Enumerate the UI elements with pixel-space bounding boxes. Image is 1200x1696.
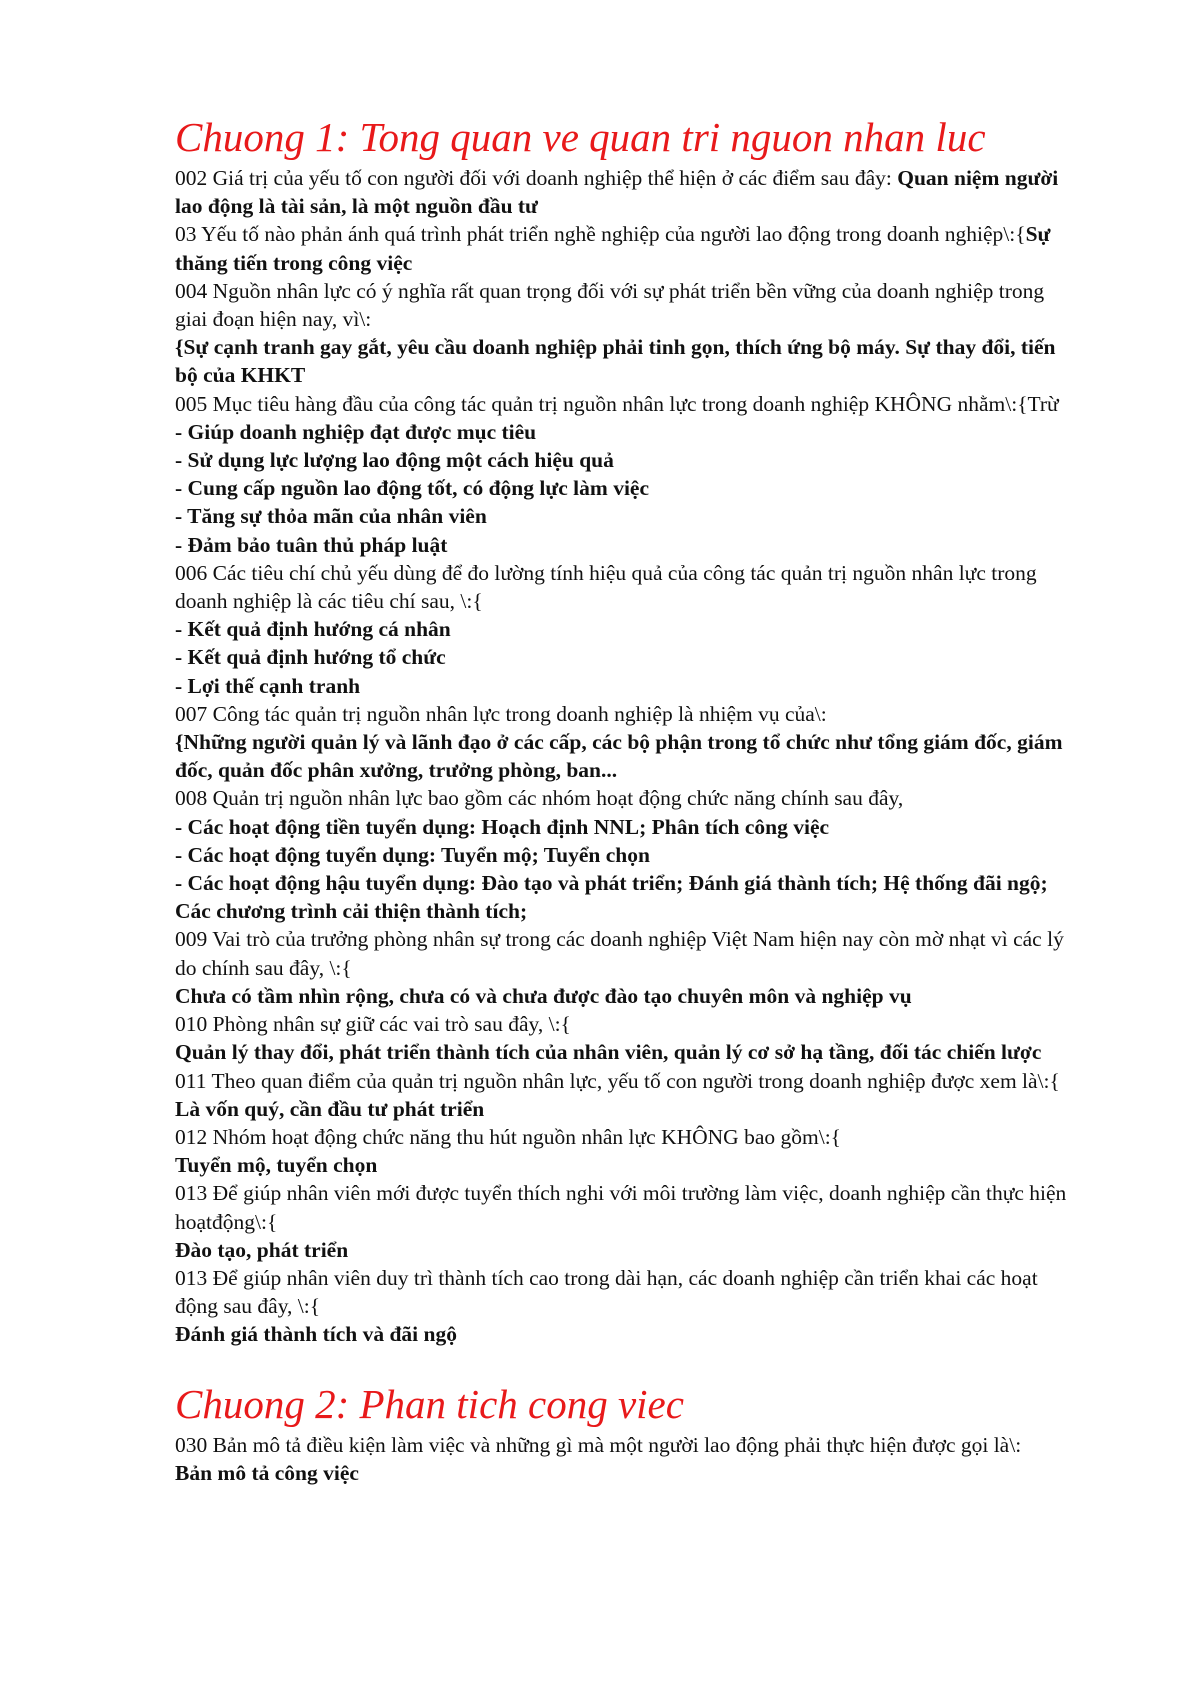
question-text: 002 Giá trị của yếu tố con người đối với doanh nghiệp thể hiện ở các điểm sau đây: — [175, 166, 898, 190]
answer-text: Đào tạo, phát triển — [175, 1237, 349, 1262]
question-text: 009 Vai trò của trưởng phòng nhân sự trong các doanh nghiệp Việt Nam hiện nay còn mờ nhạt vì các lý do chính sau đây, \:{ — [175, 927, 1064, 980]
answer-text: - Sử dụng lực lượng lao động một cách hiệu quả — [175, 448, 614, 473]
answer-text: - Đảm bảo tuân thủ pháp luật — [175, 532, 448, 557]
chapter-2-content — [175, 1431, 1080, 1487]
question-text: 006 Các tiêu chí chủ yếu dùng để đo lường tính hiệu quả của công tác quản trị nguồn nhân lực trong doanh nghiệp là các tiêu chí sau, \:{ — [175, 560, 1037, 614]
answer-text: Đánh giá thành tích và đãi ngộ — [175, 1322, 457, 1347]
answer-text: Sự thăng tiến trong công việc — [175, 222, 1051, 275]
question-text: 011 Theo quan điểm của quản trị nguồn nhân lực, yếu tố con người trong doanh nghiệp được xem là\:{ — [175, 1068, 1060, 1093]
answer-text: - Các hoạt động tuyển dụng: Tuyển mộ; Tuyển chọn — [175, 842, 650, 867]
question-text: 030 Bản mô tả điều kiện làm việc và những gì mà một người lao động phải thực hiện được gọi là\: — [175, 1432, 1022, 1457]
answer-text: Tuyển mộ, tuyển chọn — [175, 1153, 378, 1178]
chapter-1-title: Chuong 1: Tong quan ve quan tri nguon nhan luc — [175, 114, 986, 160]
answer-text: {Sự cạnh tranh gay gắt, yêu cầu doanh nghiệp phải tinh gọn, thích ứng bộ máy. Sự thay đổi, tiến bộ của KHKT — [175, 335, 1056, 388]
answer-text: Quản lý thay đổi, phát triển thành tích của nhân viên, quản lý cơ sở hạ tầng, đối tác chiến lược — [175, 1040, 1042, 1065]
question-with-answer — [175, 164, 1080, 220]
chapter-1-content — [175, 164, 1080, 1349]
answer-text: Chưa có tầm nhìn rộng, chưa có và chưa được đào tạo chuyên môn và nghiệp vụ — [175, 983, 912, 1008]
answer-text: - Cung cấp nguồn lao động tốt, có động lực làm việc — [175, 476, 649, 501]
answer-text: - Tăng sự thỏa mãn của nhân viên — [175, 504, 487, 529]
question-text: 012 Nhóm hoạt động chức năng thu hút nguồn nhân lực KHÔNG bao gồm\:{ — [175, 1124, 841, 1149]
answer-text: - Giúp doanh nghiệp đạt được mục tiêu — [175, 419, 537, 444]
answer-text: {Những người quản lý và lãnh đạo ở các cấp, các bộ phận trong tổ chức như tổng giám đốc, giám đốc, quản đốc phân xưởng, trưởng phòng, ban... — [175, 730, 1063, 783]
question-text: 008 Quản trị nguồn nhân lực bao gồm các nhóm hoạt động chức năng chính sau đây, — [175, 786, 904, 811]
answer-text: - Kết quả định hướng cá nhân — [175, 617, 451, 642]
question-text: 013 Để giúp nhân viên duy trì thành tích cao trong dài hạn, các doanh nghiệp cần triển khai các hoạt động sau đây, \:{ — [175, 1265, 1038, 1319]
question-text: 007 Công tác quản trị nguồn nhân lực trong doanh nghiệp là nhiệm vụ của\: — [175, 701, 827, 726]
question-text: 03 Yếu tố nào phản ánh quá trình phát triển nghề nghiệp của người lao động trong doanh nghiệp\:{ — [175, 222, 1026, 247]
question-text: 004 Nguồn nhân lực có ý nghĩa rất quan trọng đối với sự phát triển bền vững của doanh nghiệp trong giai đoạn hiện nay, vì\: — [175, 278, 1045, 332]
answer-text: - Các hoạt động hậu tuyển dụng: Đào tạo và phát triển; Đánh giá thành tích; Hệ thống đãi ngộ; Các chương trình cải thiện thành tích; — [175, 871, 1048, 924]
answer-text: Quan niệm người lao động là tài sản, là một nguồn đầu tư — [175, 166, 1059, 219]
answer-text: - Các hoạt động tiền tuyển dụng: Hoạch định NNL; Phân tích công việc — [175, 814, 830, 839]
question-text: 013 Để giúp nhân viên mới được tuyển thích nghi với môi trường làm việc, doanh nghiệp cần thực hiện hoạtđộng\:{ — [175, 1181, 1067, 1234]
answer-text: Là vốn quý, cần đầu tư phát triển — [175, 1096, 485, 1121]
question-text: 005 Mục tiêu hàng đầu của công tác quản trị nguồn nhân lực trong doanh nghiệp KHÔNG nhằm\:{Trừ — [175, 391, 1059, 416]
answer-text: - Lợi thế cạnh tranh — [175, 673, 361, 698]
question-text: 010 Phòng nhân sự giữ các vai trò sau đây, \:{ — [175, 1012, 571, 1037]
chapter-2-title: Chuong 2: Phan tich cong viec — [175, 1380, 684, 1427]
question-with-answer — [175, 220, 1080, 276]
answer-text: Bản mô tả công việc — [175, 1460, 359, 1485]
answer-text: - Kết quả định hướng tổ chức — [175, 645, 446, 670]
